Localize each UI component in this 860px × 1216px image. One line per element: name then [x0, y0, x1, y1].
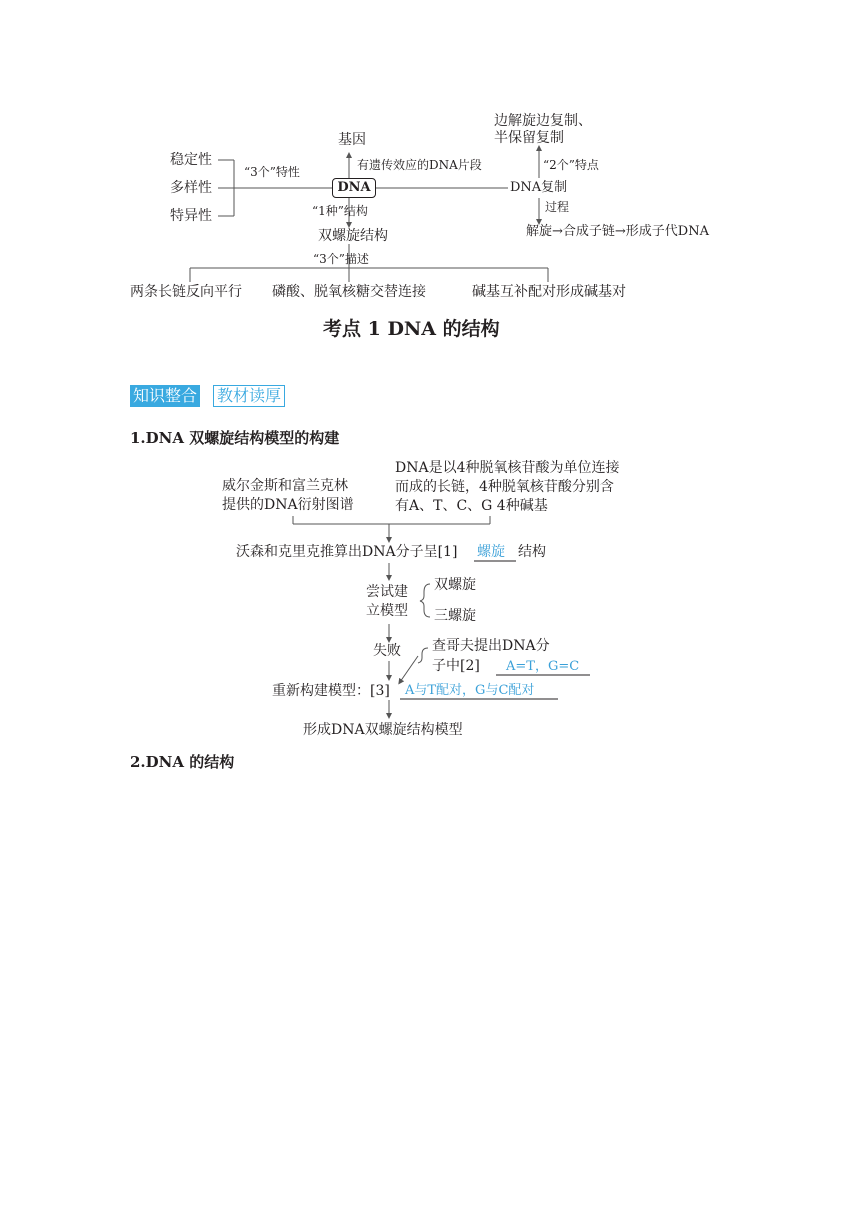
right-top-relation: “2个”特点	[543, 158, 599, 172]
bottom-item-3: 碱基互补配对形成碱基对	[472, 284, 626, 300]
right-bottom-node: 解旋→合成子链→形成子代DNA	[526, 224, 709, 239]
section-title: 考点 1 DNA 的结构	[323, 318, 500, 340]
bottom-item-2: 磷酸、脱氧核糖交替连接	[272, 284, 426, 300]
left-item-3: 特异性	[170, 208, 212, 224]
try-model-line2: 立模型	[366, 603, 408, 619]
right-top-line2: 半保留复制	[494, 130, 564, 146]
gene-node: 基因	[338, 132, 366, 148]
down-relation: “1种”结构	[312, 204, 368, 218]
left-relation: “3个”特性	[244, 165, 300, 179]
answer-1: 螺旋	[477, 544, 505, 560]
option-double-helix: 双螺旋	[434, 577, 476, 593]
left-item-2: 多样性	[170, 180, 212, 196]
right-top-line1: 边解旋边复制、	[494, 113, 592, 129]
describe-relation: “3个”描述	[313, 252, 369, 266]
structure-node: 双螺旋结构	[318, 228, 388, 244]
right-box-line1: DNA是以4种脱氧核苷酸为单位连接	[395, 460, 620, 476]
try-model-line1: 尝试建	[366, 584, 408, 600]
step1-prefix: 沃森和克里克推算出DNA分子呈[1]	[236, 544, 458, 560]
left-box-line1: 威尔金斯和富兰克林	[222, 478, 348, 494]
gene-relation: 有遗传效应的DNA片段	[357, 158, 482, 172]
step1-suffix: 结构	[518, 544, 546, 560]
dna-replication-node: DNA复制	[510, 180, 568, 195]
heading-2: 2.DNA 的结构	[130, 753, 235, 771]
chargaff-line2: 子中[2]	[432, 658, 480, 674]
bottom-item-1: 两条长链反向平行	[130, 284, 242, 300]
answer-3: A与T配对，G与C配对	[405, 683, 535, 698]
right-box-line2: 而成的长链，4种脱氧核苷酸分别含	[395, 479, 614, 495]
left-item-1: 稳定性	[170, 152, 212, 168]
final-node: 形成DNA双螺旋结构模型	[303, 722, 463, 738]
tag-knowledge: 知识整合	[130, 385, 200, 407]
right-down-relation: 过程	[545, 200, 570, 214]
tag-textbook: 教材读厚	[213, 385, 285, 407]
option-triple-helix: 三螺旋	[434, 608, 476, 624]
left-box-line2: 提供的DNA衍射图谱	[222, 497, 354, 513]
fail-node: 失败	[373, 643, 401, 659]
right-box-line3: 有A、T、C、G 4种碱基	[395, 498, 548, 514]
answer-2: A=T，G=C	[506, 659, 580, 674]
heading-1: 1.DNA 双螺旋结构模型的构建	[130, 429, 340, 447]
chargaff-line1: 查哥夫提出DNA分	[432, 638, 550, 654]
dna-center-node: DNA	[332, 178, 376, 198]
rebuild-prefix: 重新构建模型：[3]	[272, 683, 390, 699]
